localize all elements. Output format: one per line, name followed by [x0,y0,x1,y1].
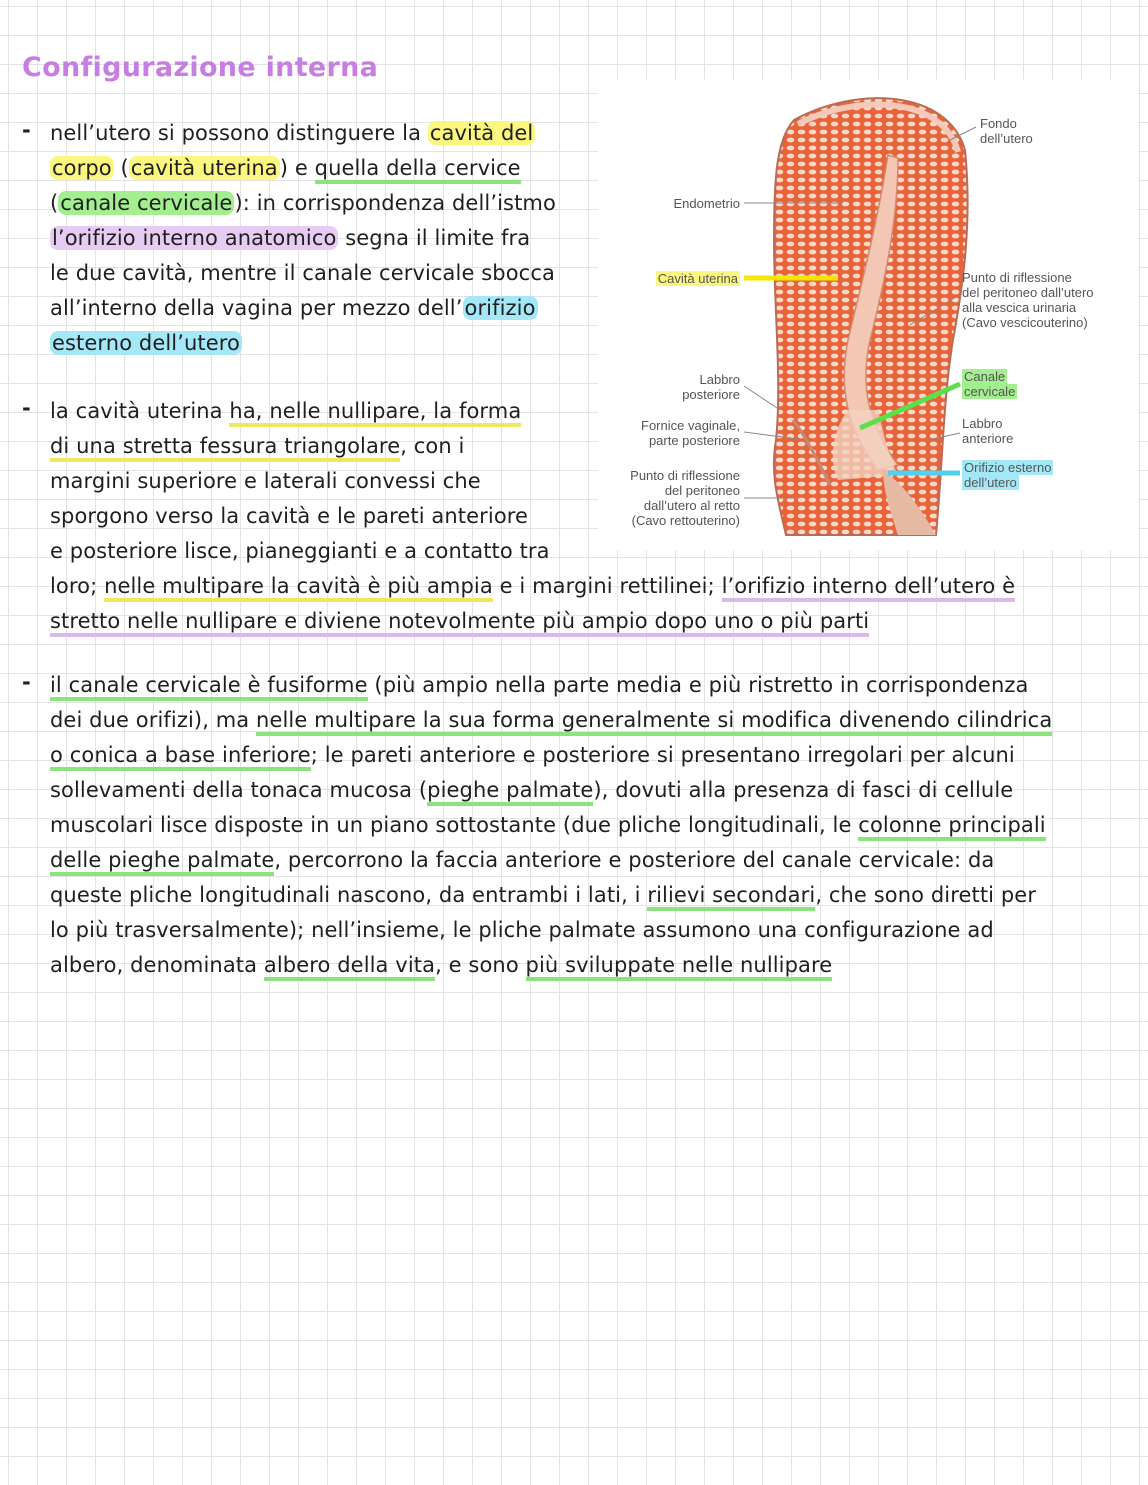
p3-line-8: lo più trasversalmente); nell’insieme, le pliche palmate assumono una configurazione ad [50,918,994,942]
p1-line-3: (canale cervicale): in corrispondenza dell’istmo [50,191,556,215]
label-canale-cervicale: Canale cervicale [964,369,1016,399]
page-title: Configurazione interna [22,52,379,83]
label-punto-retto: Punto di riflessione del peritoneo dall’utero al retto (Cavo rettouterino) [630,468,740,528]
label-punto-vescica: Punto di riflessione del peritoneo dall’utero alla vescica urinaria (Cavo vescicouterino) [962,270,1094,330]
p1-line-4: l’orifizio interno anatomico segna il limite fra [52,226,531,250]
p1-line-2: corpo (cavità uterina) e quella della cervice [50,151,521,186]
p3-line-7: queste pliche longitudinali nascono, da entrambi i lati, i rilievi secondari, che sono diretti per [50,878,1036,913]
p2-line-2: di una stretta fessura triangolare, con i [50,429,464,464]
p3-line-2: dei due orifizi), ma nelle multipare la sua forma generalmente si modifica divenendo cilindrica [50,703,1052,738]
p1-line-6: all’interno della vagina per mezzo dell’orifizio [50,296,536,320]
bullet-dash: - [22,396,31,420]
bullet-dash: - [22,118,31,142]
label-labbro-posteriore: Labbro posteriore [682,372,740,402]
uterus-section-figure [598,80,1138,550]
p3-line-1: il canale cervicale è fusiforme (più ampio nella parte media e più ristretto in corrispondenza [50,668,1028,703]
p2-line-5: e posteriore lisce, pianeggianti e a contatto tra [50,539,550,563]
p3-line-6: delle pieghe palmate, percorrono la faccia anteriore e posteriore del canale cervicale: da [50,843,994,878]
p2-line-3: margini superiore e laterali convessi che [50,469,481,493]
p3-line-4: sollevamenti della tonaca mucosa (pieghe palmate), dovuti alla presenza di fasci di cellule [50,773,1013,808]
label-fondo: Fondo dell’utero [980,116,1033,146]
highlight: cavità del [429,121,534,145]
label-cavita-uterina: Cavità uterina [657,271,738,286]
label-endometrio: Endometrio [673,196,740,211]
label-labbro-anteriore: Labbro anteriore [962,416,1014,446]
p3-line-3: o conica a base inferiore; le pareti anteriore e posteriore si presentano irregolari per alcuni [50,738,1015,773]
bullet-dash: - [22,670,31,694]
p3-line-9: albero, denominata albero della vita, e sono più sviluppate nelle nullipare [50,948,832,983]
label-fornice: Fornice vaginale, parte posteriore [641,418,740,448]
p2-line-7: stretto nelle nullipare e diviene notevolmente più ampio dopo uno o più parti [50,604,869,639]
p1-line-7: esterno dell’utero [52,331,240,355]
p2-line-1: la cavità uterina ha, nelle nullipare, la forma [50,394,521,429]
p2-line-4: sporgono verso la cavità e le pareti anteriore [50,504,529,528]
label-orifizio-esterno: Orifizio esterno dell’utero [964,460,1052,490]
p1-line-5: le due cavità, mentre il canale cervicale sbocca [50,261,555,285]
p2-line-6: loro; nelle multipare la cavità è più ampia e i margini rettilinei; l’orifizio interno dell’utero è [50,569,1015,604]
p3-line-5: muscolari lisce disposte in un piano sottostante (due pliche longitudinali, le colonne principali [50,808,1046,843]
p1-line-1: nell’utero si possono distinguere la cavità del [50,121,534,145]
